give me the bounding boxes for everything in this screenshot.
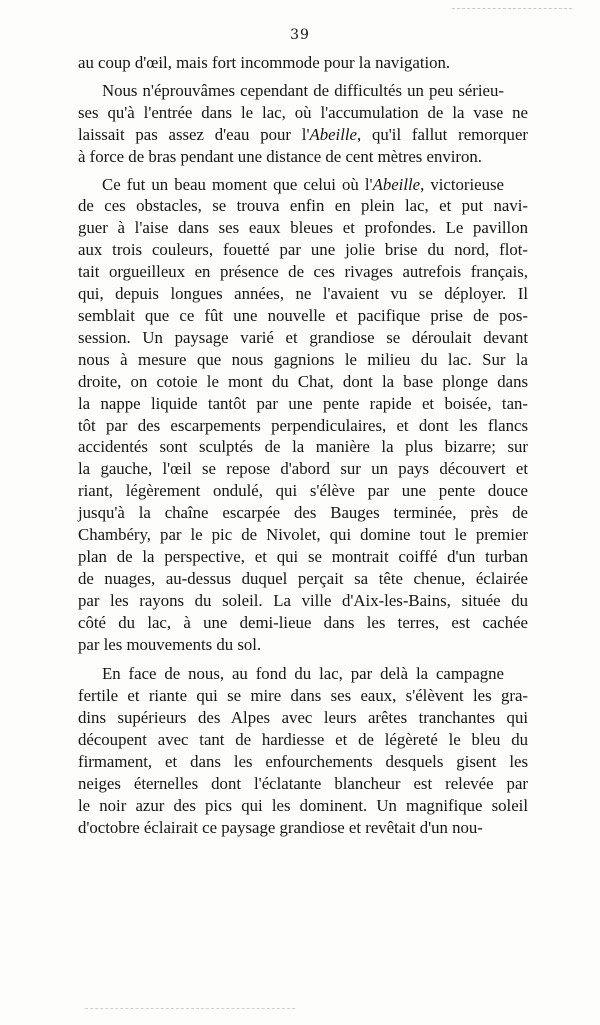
text-line: ses qu'à l'entrée dans le lac, où l'accumulation de la vase ne <box>78 102 528 122</box>
text-line: En face de nous, au fond du lac, par delà la campagne <box>102 664 504 684</box>
scan-artifact-bottom <box>85 1008 295 1009</box>
text-line: droite, on cotoie le mont du Chat, dont la base plonge dans <box>78 371 528 391</box>
text-line: qui, depuis longues années, ne l'avaient vu se déployer. Il <box>78 284 528 304</box>
text-line: de ces obstacles, se trouva enfin en plein lac, et put navi- <box>78 196 528 216</box>
paragraph <box>78 80 528 168</box>
text-line: nous à mesure que nous gagnions le milieu du lac. Sur la <box>78 349 528 369</box>
text-line: de nuages, au-dessus duquel perçait sa tête chenue, éclairée <box>78 568 528 588</box>
text-line: neiges éternelles dont l'éclatante blancheur est relevée par <box>78 774 528 793</box>
body-text <box>78 52 528 842</box>
text-line: la nappe liquide tantôt par une pente rapide et boisée, tan- <box>78 393 528 413</box>
text-line: le noir azur des pics qui les dominent. Un magnifique soleil <box>78 795 528 815</box>
text-line: Ce fut un beau moment que celui où l'Abeille, victorieuse <box>102 174 504 194</box>
page-number: 39 <box>290 27 310 43</box>
text-line: guer à l'aise dans ses eaux bleues et profondes. Le pavillon <box>78 218 528 238</box>
text-line: jusqu'à la chaîne escarpée des Bauges terminée, près de <box>78 503 528 523</box>
paragraph <box>78 52 528 74</box>
text-line: découpent avec tant de hardiesse et de légèreté le bleu du <box>78 730 528 750</box>
text-line: fertile et riante qui se mire dans ses eaux, s'élèvent les gra- <box>78 686 528 706</box>
text-line: à force de bras pendant une distance de cent mètres environ. <box>78 146 482 166</box>
text-line: session. Un paysage varié et grandiose se déroulait devant <box>78 327 528 347</box>
text-line: riant, légèrement ondulé, qui s'élève par une pente douce <box>78 481 528 501</box>
text-line: plan de la perspective, et qui se montrait coiffé d'un turban <box>78 546 528 566</box>
text-line: semblait que ce fût une nouvelle et pacifique prise de pos- <box>78 305 528 325</box>
text-line: tôt par des escarpements perpendiculaires, et dont les flancs <box>78 415 528 435</box>
text-line: côté du lac, à une demi-lieue dans les terres, est cachée <box>78 612 528 632</box>
text-line: tait orgueilleux en présence de ces rivages autrefois français, <box>78 262 528 282</box>
text-line: Nous n'éprouvâmes cependant de difficultés un peu sérieu- <box>102 80 504 100</box>
text-line: d'octobre éclairait ce paysage grandiose et revêtait d'un nou- <box>78 817 483 837</box>
text-line: laissait pas assez d'eau pour l'Abeille, qu'il fallut remorquer <box>78 124 528 144</box>
paragraph <box>78 174 528 656</box>
text-line: au coup d'œil, mais fort incommode pour la navigation. <box>78 53 451 72</box>
text-line: aux trois couleurs, fouetté par une jolie brise du nord, flot- <box>78 240 528 260</box>
text-line: la gauche, l'œil se repose d'abord sur un pays découvert et <box>78 459 528 479</box>
scan-artifact-top <box>452 8 572 11</box>
text-line: Chambéry, par le pic de Nivolet, qui domine tout le premier <box>78 525 528 545</box>
text-line: par les mouvements du sol. <box>78 634 262 654</box>
text-line: accidentés sont sculptés de la manière la plus bizarre; sur <box>78 437 528 457</box>
paragraph <box>78 663 528 838</box>
ship-name: Abeille <box>372 174 421 194</box>
text-line: firmament, et dans les enfourchements desquels gisent les <box>78 752 528 772</box>
ship-name: Abeille <box>309 124 357 144</box>
text-line: dins supérieurs des Alpes avec leurs arêtes tranchantes qui <box>78 708 528 728</box>
text-line: par les rayons du soleil. La ville d'Aix-les-Bains, située du <box>78 590 528 610</box>
